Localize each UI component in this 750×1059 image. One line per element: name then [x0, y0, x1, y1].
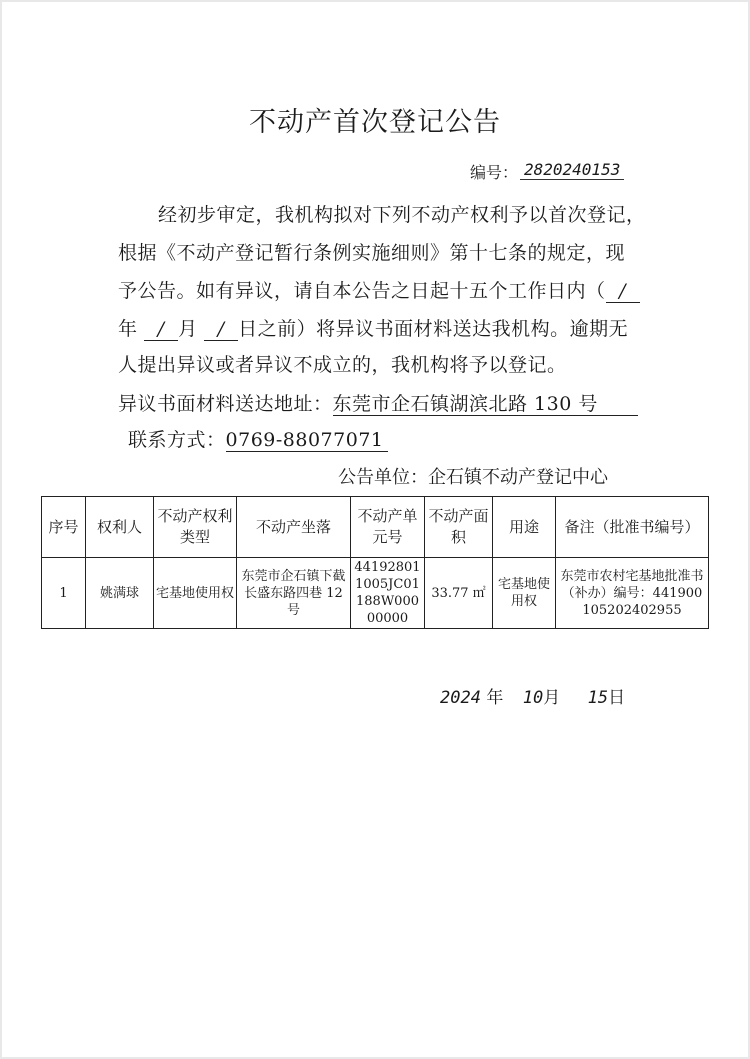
date-day-char: 日 — [608, 688, 626, 708]
serial-number: 2820240153 — [520, 160, 624, 180]
cell-location: 东莞市企石镇下截长盛东路四巷 12 号 — [237, 558, 351, 629]
cell-no: 1 — [42, 558, 86, 629]
date-month-char: 月 — [543, 688, 561, 708]
date-month: 10 — [522, 688, 544, 708]
contact-line — [128, 425, 388, 452]
cell-remark: 东莞市农村宅基地批准书（补办）编号：441900105202402955 — [556, 558, 709, 629]
blank-month: / — [144, 318, 178, 341]
table-row — [42, 558, 709, 629]
address-line — [118, 389, 638, 416]
paragraph-line-3-text: 予公告。如有异议，请自本公告之日起十五个工作日内（ — [118, 280, 606, 302]
header-no: 序号 — [42, 497, 86, 558]
cell-right-type: 宅基地使用权 — [154, 558, 237, 629]
serial-label: 编号： — [470, 163, 519, 182]
header-location: 不动产坐落 — [237, 497, 351, 558]
paragraph-line-4 — [118, 314, 628, 341]
header-remark: 备注（批准书编号） — [556, 497, 709, 558]
table-header-row — [42, 497, 709, 558]
cell-unit-no: 441928011005JC01188W00000000 — [351, 558, 425, 629]
address-value: 东莞市企石镇湖滨北路 130 号 — [333, 393, 638, 416]
blank-day: / — [204, 318, 238, 341]
header-usage: 用途 — [493, 497, 556, 558]
issuer: 公告单位：企石镇不动产登记中心 — [338, 467, 608, 488]
paragraph-line-1: 经初步审定，我机构拟对下列不动产权利予以首次登记， — [158, 204, 646, 226]
address-label: 异议书面材料送达地址： — [118, 393, 333, 415]
paragraph-line-5: 人提出异议或者异议不成立的，我机构将予以登记。 — [118, 354, 567, 376]
cell-holder: 姚满球 — [86, 558, 154, 629]
paragraph-line-4-text: 日之前）将异议书面材料送达我机构。逾期无 — [238, 318, 629, 340]
contact-value: 0769-88077071 — [226, 429, 388, 452]
cell-area: 33.77 ㎡ — [425, 558, 493, 629]
header-right-type: 不动产权利类型 — [154, 497, 237, 558]
date-year-char: 年 — [486, 688, 504, 708]
month-char: 月 — [178, 318, 198, 340]
registration-table — [41, 496, 709, 629]
notice-date — [440, 683, 625, 708]
date-year: 2024 — [440, 688, 481, 708]
header-holder: 权利人 — [86, 497, 154, 558]
header-unit-no: 不动产单元号 — [351, 497, 425, 558]
header-area: 不动产面积 — [425, 497, 493, 558]
notice-title: 不动产首次登记公告 — [249, 107, 501, 138]
paragraph-line-2: 根据《不动产登记暂行条例实施细则》第十七条的规定，现 — [118, 242, 626, 264]
year-char: 年 — [118, 318, 138, 340]
blank-year: / — [606, 280, 640, 303]
cell-usage: 宅基地使用权 — [493, 558, 556, 629]
contact-label: 联系方式： — [128, 429, 226, 451]
paragraph-line-3 — [118, 276, 640, 303]
date-day: 15 — [587, 688, 609, 708]
